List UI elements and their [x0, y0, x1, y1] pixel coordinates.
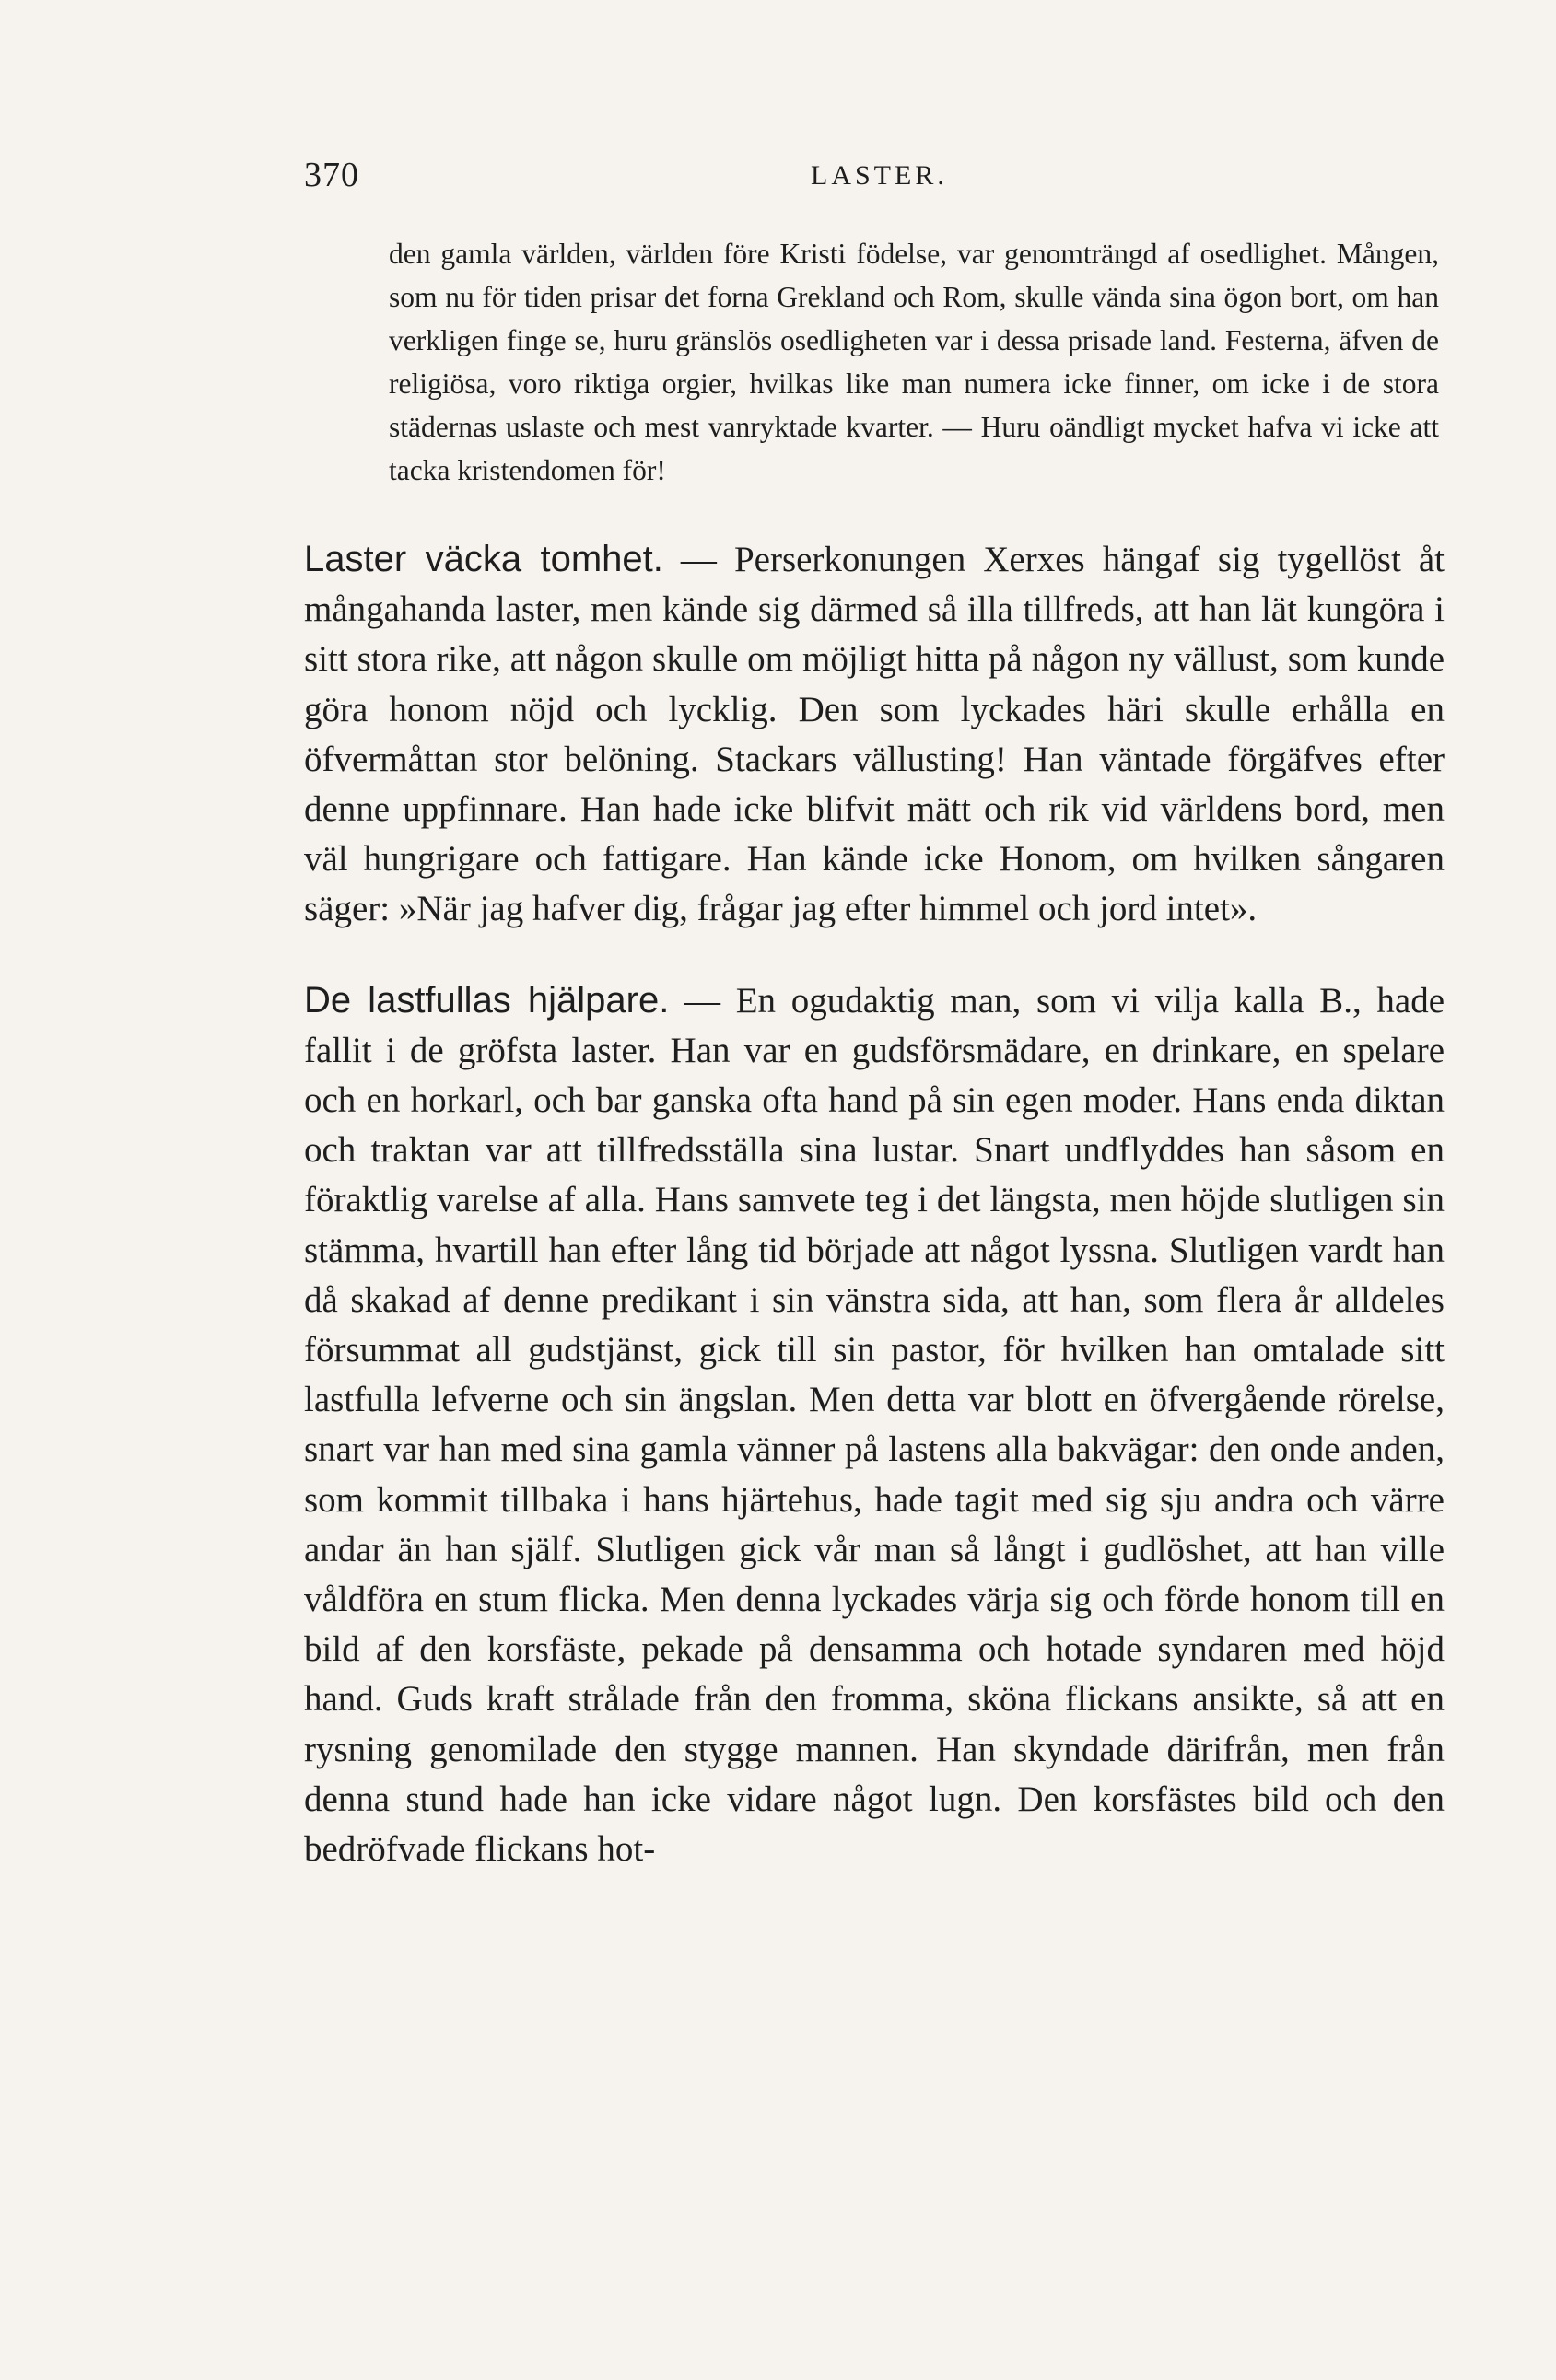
section-body: — Perserkonungen Xerxes hängaf sig tygellöst åt mångahanda laster, men kände sig därmed så illa tillfreds, att han lät kungöra i sitt stora rike, att någon skulle om möjligt hitta på någon ny vällust, som kunde göra honom nöjd och lycklig. Den som lyckades häri skulle erhålla en öfvermåttan stor belöning. Stackars vällusting! Han väntade förgäfves efter denne uppfinnare. Han hade icke blifvit mätt och rik vid världens bord, men väl hungrigare och fattigare. Han kände icke Honom, om hvilken sångaren säger: »När jag hafver dig, frågar jag efter himmel och jord intet».: [304, 540, 1445, 929]
main-text: [304, 534, 1445, 1874]
section-laster-vacka-tomhet: [304, 534, 1445, 935]
page-number: 370: [304, 156, 359, 194]
page-header: [304, 155, 1446, 210]
section-heading: Laster väcka tomhet.: [304, 539, 663, 579]
section-body: — En ogudaktig man, som vi vilja kalla B., hade fallit i de gröfsta laster. Han var en gudsförsmädare, en drinkare, en spelare och en horkarl, och bar ganska ofta hand på sin egen moder. Hans enda diktan och traktan var att tillfredsställa sina lustar. Snart undflyddes han såsom en föraktlig varelse af alla. Hans samvete teg i det längsta, men höjde slutligen sin stämma, hvartill han efter lång tid började att något lyssna. Slutligen vardt han då skakad af denne predikant i sin vänstra sida, att han, som flera år alldeles försummat all gudstjänst, gick till sin pastor, för hvilken han omtalade sitt lastfulla lefverne och sin ängslan. Men detta var blott en öfvergående rörelse, snart var han med sina gamla vänner på lastens alla bakvägar: den onde anden, som kommit tillbaka i hans hjärtehus, hade tagit med sig sju andra och värre andar än han själf. Slutligen gick vår man så långt i gudlöshet, att han ville våldföra en stum flicka. Men denna lyckades värja sig och förde honom till en bild af den korsfäste, pekade på densamma och hotade syndaren med höjd hand. Guds kraft strålade från den fromma, sköna flickans ansikte, så att en rysning genomilade den stygge mannen. Han skyndade därifrån, men från denna stund hade han icke vidare något lugn. Den korsfästes bild och den bedröfvade flickans hot-: [304, 980, 1445, 1870]
running-head: LASTER.: [811, 160, 948, 191]
intro-paragraph: den gamla världen, världen före Kristi födelse, var genomträngd af osedlighet. Mången, som nu för tiden prisar det forna Grekland och Rom, skulle vända sina ögon bort, om han verkligen finge se, huru gränslös osedligheten var i dessa prisade land. Festerna, äfven de religiösa, voro riktiga orgier, hvilkas like man numera icke finner, om icke i de stora städernas uslaste och mest vanryktade kvarter. — Huru oändligt mycket hafva vi icke att tacka kristendomen för!: [389, 238, 1439, 486]
section-de-lastfullas-hjalpare: [304, 975, 1445, 1875]
section-heading: De lastfullas hjälpare.: [304, 979, 670, 1021]
